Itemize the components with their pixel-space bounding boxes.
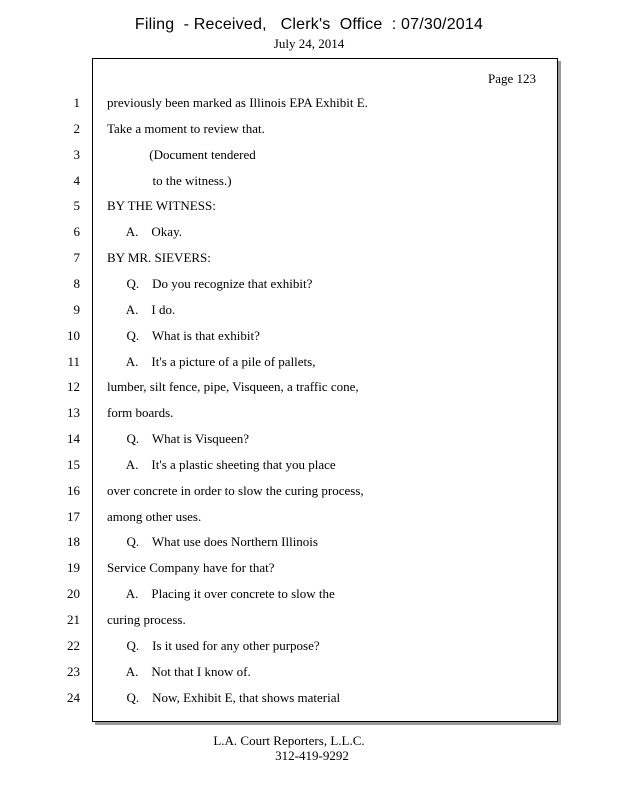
line-text: BY MR. SIEVERS:: [107, 250, 211, 265]
line-number: 22: [67, 638, 80, 653]
line-text: A. Okay.: [107, 224, 182, 239]
line-text: Q. What is that exhibit?: [107, 328, 260, 343]
reporter-company: L.A. Court Reporters, L.L.C.: [213, 733, 365, 748]
line-number: 8: [73, 276, 80, 291]
line-number: 12: [67, 379, 80, 394]
line-number: 14: [67, 431, 80, 446]
line-text: A. Not that I know of.: [107, 664, 251, 679]
line-text: Q. Now, Exhibit E, that shows material: [107, 690, 341, 705]
line-text: over concrete in order to slow the curing process,: [107, 483, 364, 498]
line-number: 13: [67, 405, 80, 420]
line-text: curing process.: [107, 612, 186, 627]
line-number: 9: [73, 302, 80, 317]
line-text: lumber, silt fence, pipe, Visqueen, a traffic cone,: [107, 379, 359, 394]
reporter-phone: 312-419-9292: [275, 748, 349, 763]
line-number: 2: [73, 121, 80, 136]
line-text: A. It's a plastic sheeting that you place: [107, 457, 336, 472]
line-number: 23: [67, 664, 80, 679]
line-text: A. I do.: [107, 302, 176, 317]
line-number: 7: [73, 250, 80, 265]
page-number: Page 123: [488, 71, 537, 86]
line-number: 5: [73, 198, 80, 213]
line-text: Take a moment to review that.: [107, 121, 265, 136]
line-number: 20: [67, 586, 80, 601]
line-text: Q. Is it used for any other purpose?: [107, 638, 320, 653]
line-text: form boards.: [107, 405, 174, 420]
filing-stamp: Filing - Received, Clerk's Office : 07/30/2014: [134, 16, 484, 33]
line-number: 4: [73, 173, 80, 188]
line-text: among other uses.: [107, 509, 202, 524]
line-number: 17: [67, 509, 80, 524]
line-number: 15: [67, 457, 80, 472]
line-text: Q. Do you recognize that exhibit?: [107, 276, 313, 291]
line-number: 11: [67, 354, 80, 369]
line-text: to the witness.): [107, 173, 232, 188]
line-number: 24: [67, 690, 80, 705]
line-number: 18: [67, 534, 80, 549]
line-text: BY THE WITNESS:: [107, 198, 216, 213]
line-text: Q. What is Visqueen?: [107, 431, 250, 446]
line-text: Q. What use does Northern Illinois: [107, 534, 318, 549]
line-text: (Document tendered: [107, 147, 256, 162]
line-text: A. Placing it over concrete to slow the: [107, 586, 335, 601]
transcript-date: July 24, 2014: [273, 36, 345, 51]
line-text: previously been marked as Illinois EPA Exhibit E.: [107, 95, 368, 110]
line-number: 21: [67, 612, 80, 627]
line-number: 6: [73, 224, 80, 239]
line-text: A. It's a picture of a pile of pallets,: [107, 354, 316, 369]
line-number: 10: [67, 328, 80, 343]
line-number: 3: [73, 147, 80, 162]
line-text: Service Company have for that?: [107, 560, 275, 575]
line-number: 16: [67, 483, 80, 498]
line-number: 19: [67, 560, 80, 575]
line-number: 1: [73, 95, 80, 110]
